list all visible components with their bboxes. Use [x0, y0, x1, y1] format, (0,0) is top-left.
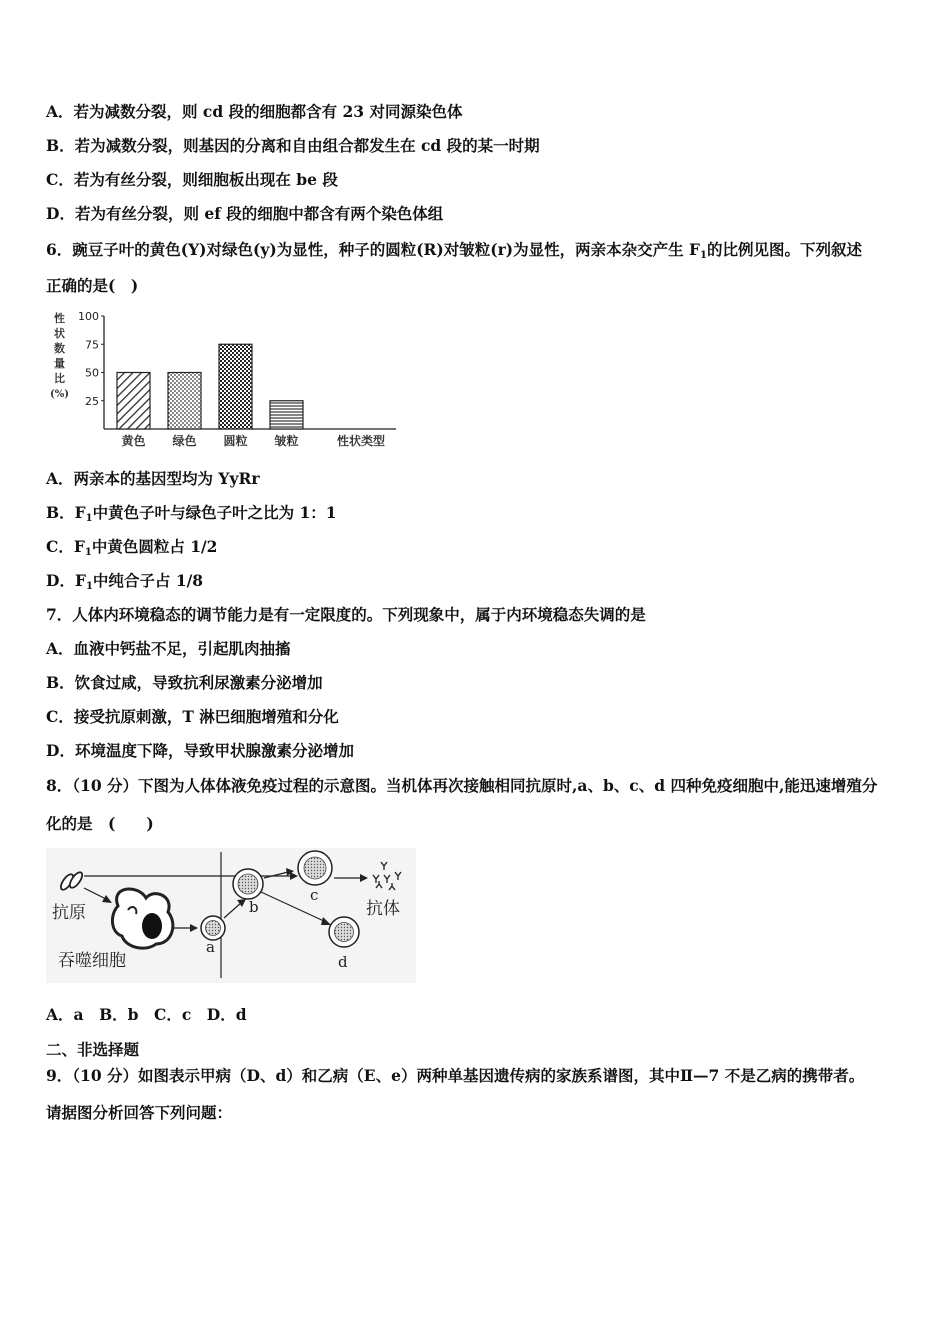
q5-option-a: A．若为减数分裂，则 cd 段的细胞都含有 23 对同源染色体: [46, 102, 463, 121]
cell-a: [201, 916, 225, 940]
x-tick-label: 圆粒: [223, 434, 248, 448]
q9-stem-line2: 请据图分析回答下列问题：: [46, 1103, 233, 1122]
cell-c-label: c: [310, 886, 319, 904]
q8-stem-line2: 化的是 ( ): [46, 814, 154, 833]
q6-stem-line2: 正确的是( ): [46, 276, 139, 295]
q7-option-a: A．血液中钙盐不足，引起肌肉抽搐: [46, 639, 291, 658]
bar-黄色: [117, 373, 150, 430]
q5-option-c: C．若为有丝分裂，则细胞板出现在 be 段: [46, 170, 338, 189]
y-axis-label-char: 量: [54, 357, 65, 370]
cell-c: [298, 851, 332, 885]
cell-b-label: b: [249, 898, 259, 916]
q6-stem-line1: 6．豌豆子叶的黄色(Y)对绿色(y)为显性，种子的圆粒(R)对皱粒(r)为显性，两亲本杂交产生 $F_1$的比例见图。下列叙述: [46, 240, 862, 261]
x-tick-label: 黄色: [121, 434, 146, 448]
q6-option-b: B．$F_1$中黄色子叶与绿色子叶之比为 1：1: [46, 503, 337, 524]
y-tick-label: 75: [85, 338, 99, 352]
q9-stem-line1: 9．（10 分）如图表示甲病（D、d）和乙病（E、e）两种单基因遗传病的家族系谱图，其中Ⅱ—7 不是乙病的携带者。: [46, 1066, 865, 1085]
q6-option-d: D．$F_1$中纯合子占 1/8: [46, 571, 204, 592]
q7-stem: 7．人体内环境稳态的调节能力是有一定限度的。下列现象中，属于内环境稳态失调的是: [46, 605, 646, 624]
phagocyte-label: 吞噬细胞: [58, 951, 126, 970]
antibody-label: 抗体: [366, 899, 400, 918]
trait-ratio-bar-chart: [46, 306, 406, 456]
cell-b: [233, 869, 263, 899]
q7-option-c: C．接受抗原刺激，T 淋巴细胞增殖和分化: [46, 707, 339, 726]
q7-option-d: D．环境温度下降，导致甲状腺激素分泌增加: [46, 741, 354, 760]
q5-option-b: B．若为减数分裂，则基因的分离和自由组合都发生在 cd 段的某一时期: [46, 136, 540, 155]
x-axis-label: 性状类型: [336, 434, 386, 448]
q8-stem-line1: 8．（10 分）下图为人体体液免疫过程的示意图。当机体再次接触相同抗原时,a、b、c、d 四种免疫细胞中,能迅速增殖分: [46, 776, 878, 795]
y-axis-label-char: 性: [54, 312, 65, 325]
y-tick-label: 100: [78, 310, 99, 323]
y-axis-unit: (%): [50, 389, 69, 400]
y-axis-label-char: 比: [54, 372, 65, 385]
bar-圆粒: [219, 344, 252, 429]
cell-d: [329, 917, 359, 947]
q6-option-c: C．$F_1$中黄色圆粒占 1/2: [46, 537, 218, 558]
cell-d-label: d: [338, 953, 348, 971]
q5-option-d: D．若为有丝分裂，则 ef 段的细胞中都含有两个染色体组: [46, 204, 444, 223]
bar-皱粒: [270, 401, 303, 429]
antigen-label: 抗原: [52, 903, 86, 922]
section-heading-nonchoice: 二、非选择题: [46, 1040, 140, 1059]
cell-a-label: a: [206, 938, 215, 956]
q6-option-a: A．两亲本的基因型均为 YyRr: [46, 469, 260, 488]
humoral-immunity-diagram: [46, 848, 416, 983]
y-tick-label: 25: [85, 394, 99, 408]
q8-options: A．a B．b C．c D．d: [46, 1005, 247, 1024]
y-axis-label-char: 数: [54, 342, 65, 355]
y-axis-label-char: 状: [54, 327, 65, 340]
x-tick-label: 绿色: [172, 434, 197, 448]
q7-option-b: B．饮食过咸，导致抗利尿激素分泌增加: [46, 673, 323, 692]
x-tick-label: 皱粒: [274, 434, 299, 448]
bar-绿色: [168, 373, 201, 430]
y-tick-label: 50: [85, 366, 99, 380]
